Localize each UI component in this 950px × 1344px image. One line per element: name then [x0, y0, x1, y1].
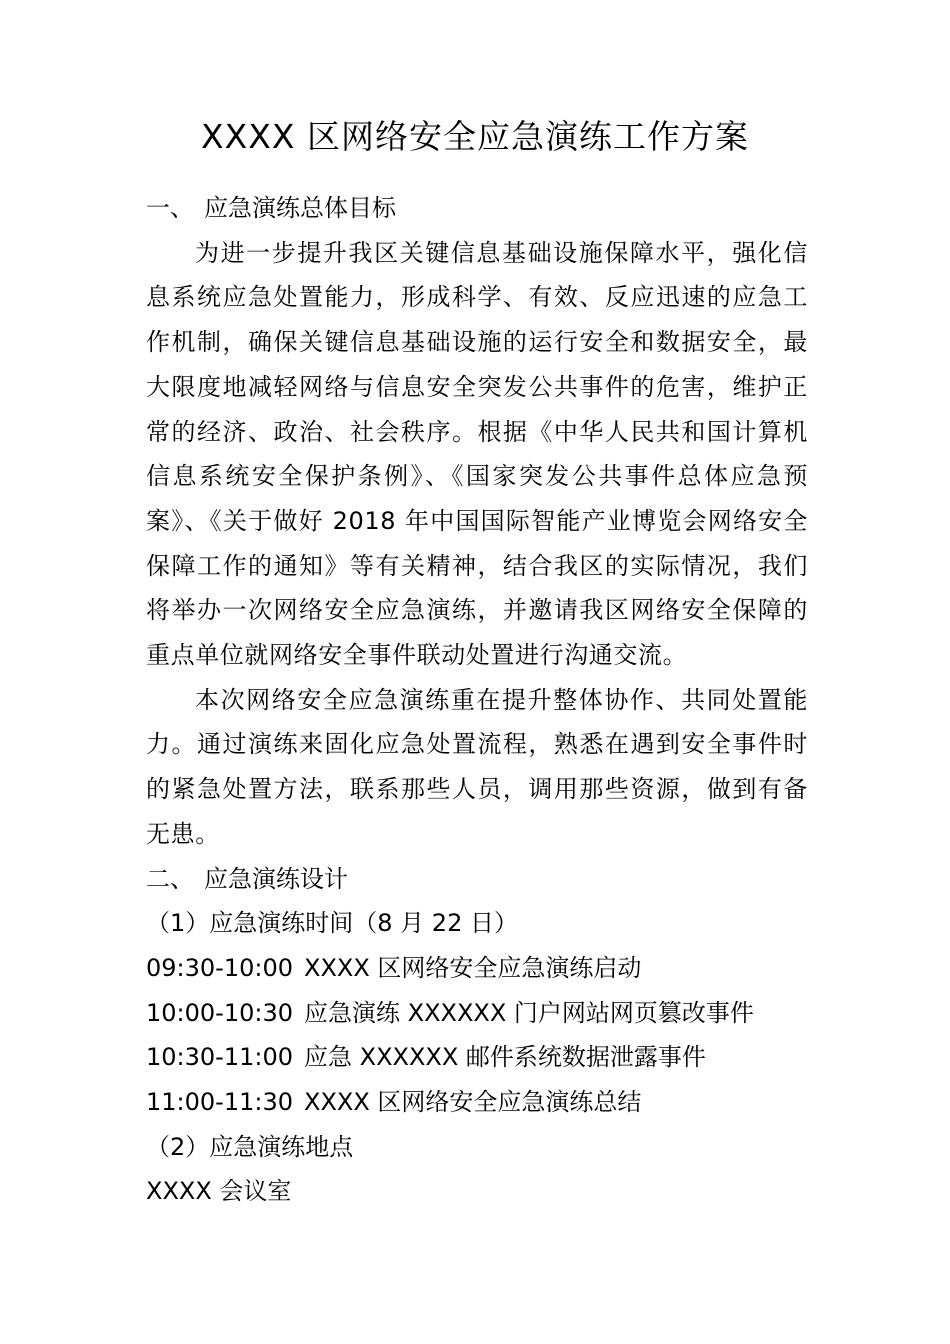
subheading-time: （1）应急演练时间（8 月 22 日）	[146, 909, 518, 938]
section-heading-1	[146, 186, 808, 231]
schedule-event: 应急演练 XXXXXX 门户网站网页篡改事件	[304, 998, 754, 1027]
schedule-list	[146, 946, 808, 1125]
schedule-event: XXXX 区网络安全应急演练总结	[304, 1088, 642, 1117]
document-body	[146, 186, 808, 1214]
schedule-row	[146, 1035, 808, 1080]
paragraph-purpose: 本次网络安全应急演练重在提升整体协作、共同处置能力。通过演练来固化应急处置流程，熟悉在遇到安全事件时的紧急处置方法，联系那些人员，调用那些资源，做到有备无患。	[146, 685, 808, 848]
schedule-time: 09:30-10:00	[146, 953, 293, 982]
schedule-event: XXXX 区网络安全应急演练启动	[304, 953, 642, 982]
section-heading-2	[146, 857, 808, 902]
schedule-event: 应急 XXXXXX 邮件系统数据泄露事件	[304, 1043, 706, 1072]
schedule-row	[146, 946, 808, 991]
schedule-time: 10:30-11:00	[146, 1043, 293, 1072]
paragraph-goal: 为进一步提升我区关键信息基础设施保障水平，强化信息系统应急处置能力，形成科学、有效、反应迅速的应急工作机制，确保关键信息基础设施的运行安全和数据安全，最大限度地减轻网络与信息安全突发公共事件的危害，维护正常的经济、政治、社会秩序。根据《中华人民共和国计算机信息系统安全保护条例》、《国家突发公共事件总体应急预案》、《关于做好 2018 年中国国际智能产业博览会网络安全保障工作的通知》等有关精神，结合我区的实际情况，我们将举办一次网络安全应急演练，并邀请我区网络安全保障的重点单位就网络安全事件联动处置进行沟通交流。	[146, 238, 808, 670]
schedule-row	[146, 1080, 808, 1125]
schedule-row	[146, 991, 808, 1036]
section-title-2: 应急演练设计	[204, 864, 348, 893]
section-number-1: 一、	[146, 194, 194, 222]
subheading-location: （2）应急演练地点	[146, 1132, 354, 1161]
location-text: XXXX 会议室	[146, 1177, 292, 1206]
schedule-time: 10:00-10:30	[146, 998, 293, 1027]
document-title: XXXX 区网络安全应急演练工作方案	[201, 117, 749, 156]
section-title-1: 应急演练总体目标	[204, 194, 396, 222]
schedule-time: 11:00-11:30	[146, 1088, 293, 1117]
section-number-2: 二、	[146, 864, 194, 893]
